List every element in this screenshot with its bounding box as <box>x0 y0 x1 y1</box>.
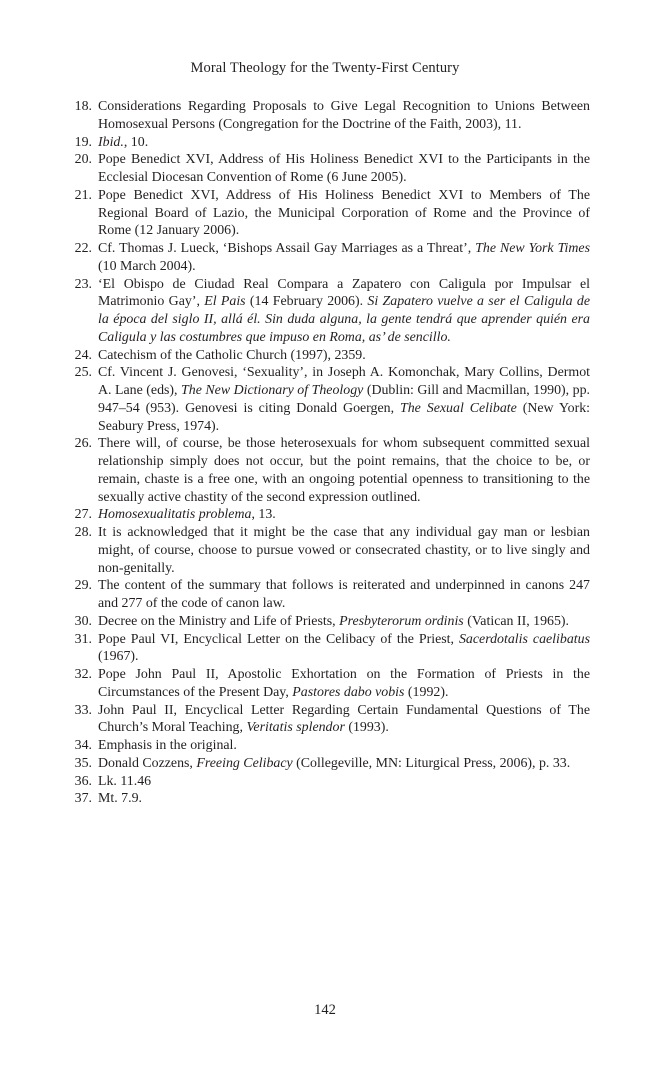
text-run: Emphasis in the original. <box>98 738 237 753</box>
endnote-number: 26. <box>74 436 92 452</box>
endnote-number: 30. <box>74 613 92 629</box>
text-run: (14 February 2006). <box>245 294 368 310</box>
text-run: Pope Benedict XVI, Address of His Holiness Benedict XVI to the Participants in the Ecclesial Diocesan Convention of Rome (6 June 2005). <box>98 152 590 185</box>
text-run: ‘El Obispo de Ciudad Real Compara a Zapatero con Caligula por Impulsar el Matrimonio Gay’, <box>98 276 590 310</box>
endnote-number: 31. <box>74 631 92 647</box>
text-run: Decree on the Ministry and Life of Priests, <box>98 613 340 629</box>
endnote-text <box>98 738 237 753</box>
italic-title: Veritatis splendor <box>246 720 345 736</box>
endnote-number: 24. <box>74 347 92 363</box>
endnote <box>60 347 590 365</box>
endnote-number: 19. <box>74 134 92 150</box>
endnote-text <box>98 99 590 132</box>
endnote-number: 18. <box>74 99 92 114</box>
endnote-text <box>98 277 590 345</box>
text-run: Considerations Regarding Proposals to Give Legal Recognition to Unions Between Homosexual Persons (Congregation for the Doctrine of the Faith, 2003), 11. <box>98 99 590 132</box>
endnote <box>60 151 590 187</box>
endnote-text <box>98 774 151 789</box>
endnote-text <box>98 436 590 504</box>
endnote <box>60 577 590 613</box>
endnote-text <box>98 188 590 239</box>
italic-title: The Sexual Celibate <box>400 400 517 416</box>
endnote <box>60 506 590 524</box>
endnote-text <box>98 703 590 736</box>
endnote-number: 23. <box>74 276 92 292</box>
endnote-text <box>98 507 276 522</box>
endnote-number: 21. <box>74 187 92 203</box>
endnote <box>60 702 590 738</box>
text-run: Pope Paul VI, Encyclical Letter on the Celibacy of the Priest, <box>98 631 459 647</box>
text-run: (Dublin: Gill and Macmillan, 1990), pp. 947–54 (953). Genovesi is citing Donald Goergen, <box>98 383 590 416</box>
text-run: (10 March 2004). <box>98 258 196 274</box>
endnote-text <box>98 667 590 700</box>
endnote <box>60 755 590 773</box>
endnote <box>60 187 590 240</box>
italic-title: Si Zapatero vuelve a ser el Caligula de la época del siglo II, allá él. Sin duda alguna, la gente tendrá que aprender quién era Caligula y las costumbres que impuso en Roma, as’ de sencillo. <box>98 294 590 345</box>
text-run: It is acknowledged that it might be the case that any individual gay man or lesbian might, of course, choose to pursue vowed or consecrated chastity, or to live singly and non-genitally. <box>98 525 590 576</box>
text-run: (1967). <box>98 649 139 665</box>
endnote <box>60 364 590 435</box>
text-run: (1993). <box>344 720 389 736</box>
italic-title: Homosexualitatis problema <box>98 507 252 523</box>
italic-title: Freeing Celibacy <box>196 755 293 771</box>
text-run: (1992). <box>404 684 449 700</box>
italic-title: Pastores dabo vobis <box>292 684 405 700</box>
endnote-number: 37. <box>74 791 92 807</box>
text-run: Lk. 11.46 <box>98 773 152 789</box>
text-run: The content of the summary that follows is reiterated and underpinned in canons 247 and 277 of the code of canon law. <box>98 578 590 611</box>
endnote <box>60 240 590 276</box>
endnote-text <box>98 756 570 771</box>
italic-title: El Pais <box>204 294 246 310</box>
text-run: (Collegeville, MN: Liturgical Press, 2006), p. 33. <box>292 755 571 771</box>
endnote <box>60 134 590 152</box>
italic-title: The New York Times <box>475 241 590 256</box>
italic-title: Presbyterorum ordinis <box>339 613 464 629</box>
text-run: Pope Benedict XVI, Address of His Holiness Benedict XVI to Members of The Regional Board of Lazio, the Municipal Corporation of Rome and the Province of Rome (12 January 2006). <box>98 187 590 239</box>
text-run: (Vatican II, 1965). <box>463 613 570 629</box>
endnote <box>60 790 590 808</box>
endnote <box>60 276 590 347</box>
endnote <box>60 98 590 134</box>
text-run: Cf. Thomas J. Lueck, ‘Bishops Assail Gay Marriages as a Threat’, <box>98 241 476 256</box>
endnote <box>60 435 590 506</box>
endnote-text <box>98 348 366 363</box>
text-run: Donald Cozzens, <box>98 755 197 771</box>
text-run: There will, of course, be those heterosexuals for whom subsequent committed sexual relationship simply does not occur, but the point remains, that the choice to be, or remain, chaste is a free one, with an ongoing potential openness to transitioning to the sexually active chastity of the second expression outlined. <box>98 436 590 505</box>
endnote-number: 25. <box>74 365 92 381</box>
endnote <box>60 737 590 755</box>
text-run: Mt. 7.9. <box>98 791 142 807</box>
running-head: Moral Theology for the Twenty-First Century <box>190 60 460 76</box>
page-number: 142 <box>314 1002 336 1018</box>
endnote-text <box>98 135 148 150</box>
endnote <box>60 613 590 631</box>
text-run: (New York: Seabury Press, 1974). <box>98 400 590 434</box>
text-run: Cf. Vincent J. Genovesi, ‘Sexuality’, in Joseph A. Komonchak, Mary Collins, Dermot A. Lane (eds), <box>98 365 590 398</box>
text-run: , 10. <box>123 134 149 150</box>
text-run: , 13. <box>251 507 276 523</box>
endnote <box>60 631 590 667</box>
endnote-text <box>98 632 590 665</box>
endnote <box>60 524 590 577</box>
endnote-number: 27. <box>74 507 92 523</box>
endnote-number: 33. <box>74 702 92 718</box>
endnote-number: 36. <box>74 773 92 789</box>
endnote <box>60 666 590 702</box>
endnotes-list <box>60 98 590 808</box>
endnote-number: 28. <box>74 525 92 540</box>
endnote-number: 20. <box>74 152 92 168</box>
text-run: John Paul II, Encyclical Letter Regarding Certain Fundamental Questions of The Church’s Moral Teaching, <box>98 702 590 736</box>
endnote-text <box>98 578 590 611</box>
endnote-number: 32. <box>74 667 92 682</box>
endnote <box>60 773 590 791</box>
text-run: Catechism of the Catholic Church (1997), 2359. <box>98 347 366 363</box>
endnote-number: 35. <box>74 755 92 771</box>
endnote-text <box>98 365 590 433</box>
italic-title: Ibid. <box>98 134 124 150</box>
italic-title: Sacerdotalis caelibatus <box>458 631 591 647</box>
endnote-text <box>98 152 590 185</box>
endnote-text <box>98 525 590 576</box>
text-run: Pope John Paul II, Apostolic Exhortation on the Formation of Priests in the Circumstances of the Present Day, <box>98 667 590 700</box>
endnote-text <box>98 241 590 274</box>
endnote-number: 22. <box>74 241 92 256</box>
endnote-text <box>98 614 569 629</box>
italic-title: The New Dictionary of Theology <box>181 383 364 398</box>
endnote-number: 34. <box>74 738 92 753</box>
endnote-number: 29. <box>74 578 92 594</box>
endnote-text <box>98 791 142 806</box>
